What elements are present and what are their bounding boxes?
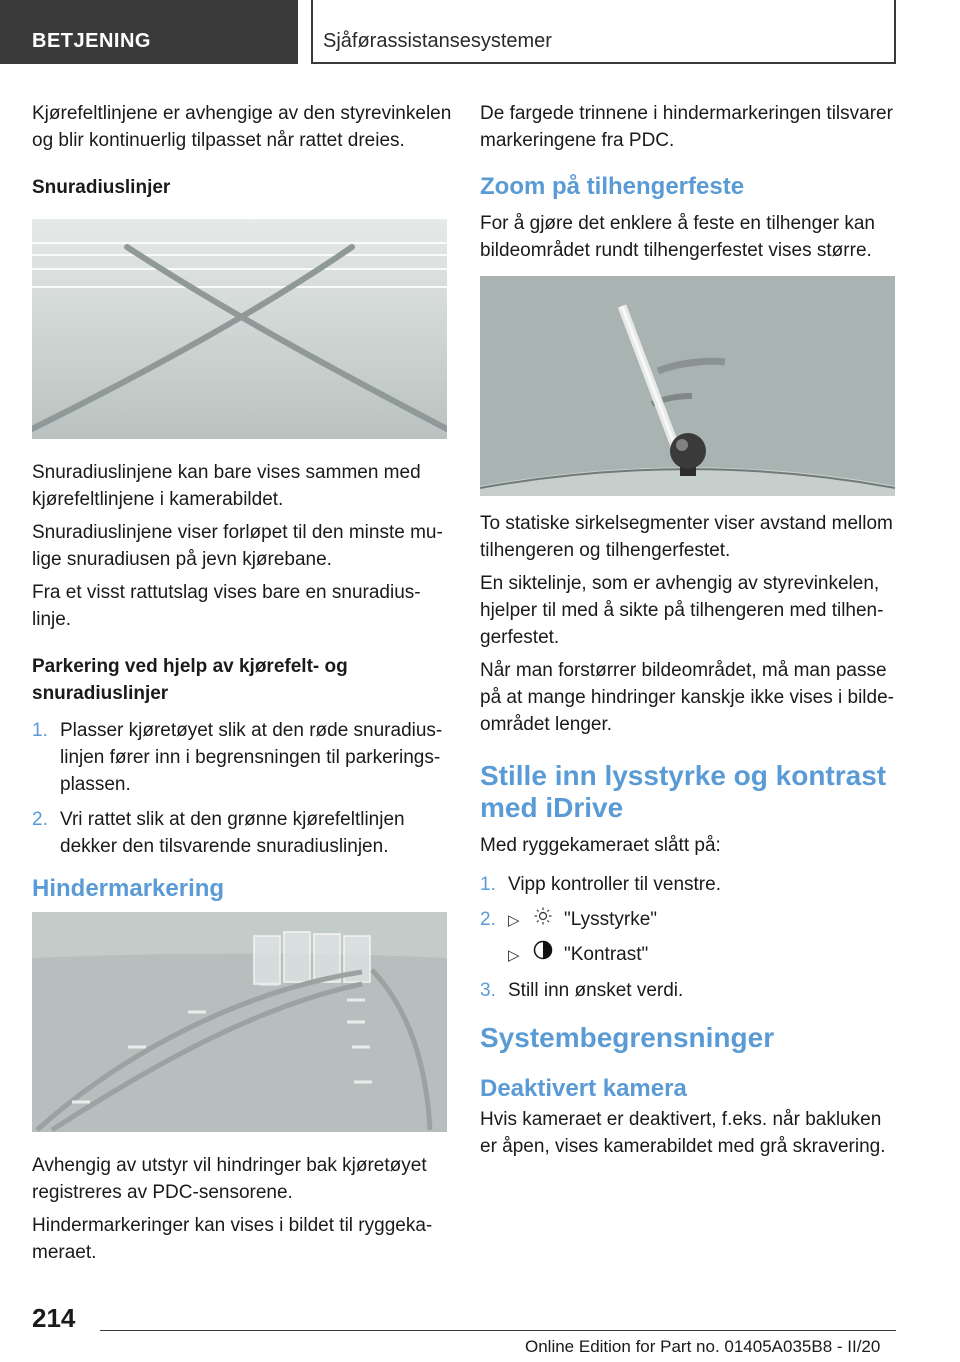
deactivated-camera-heading: Deaktivert kamera	[480, 1075, 687, 1102]
turning-paragraph-2: Snuradiuslinjene viser forløpet til den minste mulige snuradiusen på jevn kjørebane.	[32, 522, 443, 570]
turning-paragraph-1: Snuradiuslinjene kan bare vises sammen med kjørefeltlinjene i kamerabildet.	[32, 462, 421, 510]
turning-radius-heading: Snuradiuslinjer	[32, 177, 171, 198]
right-column	[480, 100, 900, 1166]
page-number: 214	[32, 1303, 76, 1333]
brightness-intro: Med ryggekameraet slått på:	[480, 835, 721, 856]
parking-steps-list	[32, 717, 452, 860]
trailer-hitch-zoom-figure	[480, 276, 895, 496]
brightness-option: ▷ "Lysstyrke"	[508, 906, 900, 934]
zoom-paragraph-4: Når man forstørrer bildeområdet, må man passe på at mange hindringer kanskje ikke vises i bildeområdet lenger.	[480, 660, 894, 735]
zoom-paragraph-2: To statiske sirkelsegmenter viser avstand mellom tilhengeren og tilhengerfestet.	[480, 513, 893, 561]
obstacle-paragraph-1: Avhengig av utstyr vil hindringer bak kjøretøyet registreres av PDC-sensorene.	[32, 1155, 427, 1203]
sun-icon	[532, 906, 554, 933]
brightness-contrast-heading: Stille inn lysstyrke og kontrast med iDrive	[480, 760, 887, 823]
turning-paragraph-3: Fra et visst rattutslag vises bare en snuradiuslinje.	[32, 582, 421, 630]
list-item: 2. Vri rattet slik at den grønne kjørefeltlinjen dekker den tilsvarende snuradiuslinjen.	[32, 809, 405, 857]
parking-heading: Parkering ved hjelp av kjørefelt- og snuradiuslinjer	[32, 656, 348, 704]
triangle-right-icon: ▷	[508, 947, 520, 964]
obstacle-paragraph-2: Hindermarkeringer kan vises i bildet til ryggekameraet.	[32, 1215, 433, 1263]
zoom-paragraph-3: En siktelinje, som er avhengig av styrevinkelen, hjelper til med å sikte på tilhengeren med tilhengerfestet.	[480, 573, 884, 648]
list-item: 2. ▷ "Lysstyrke" ▷ "Kontrast"	[480, 906, 900, 969]
obstacle-marking-heading: Hindermarkering	[32, 875, 225, 902]
obstacle-marking-figure	[32, 912, 447, 1132]
triangle-right-icon: ▷	[508, 912, 520, 929]
footer-edition: Online Edition for Part no. 01405A035B8 - II/20	[525, 1337, 881, 1356]
system-limits-heading: Systembegrensninger	[480, 1022, 775, 1053]
footer-divider	[100, 1330, 896, 1331]
list-item: 1. Plasser kjøretøyet slik at den røde snuradiuslinjen fører inn i begrensningen til parkeringsplassen.	[32, 720, 443, 795]
left-column	[32, 100, 452, 1272]
contrast-option: ▷ "Kontrast"	[508, 940, 900, 969]
half-circle-icon	[532, 940, 554, 968]
header-section-title: BETJENING	[32, 30, 151, 52]
list-item: 1. Vipp kontroller til venstre.	[480, 874, 721, 895]
list-item: 3. Still inn ønsket verdi.	[480, 980, 684, 1001]
zoom-paragraph-1: For å gjøre det enklere å feste en tilhenger kan bildeområdet rundt tilhengerfestet vises større.	[480, 213, 876, 261]
zoom-heading: Zoom på tilhengerfeste	[480, 173, 745, 200]
intro-paragraph: Kjørefeltlinjene er avhengige av den styrevinkelen og blir kontinuerlig tilpasset når rattet dreies.	[32, 103, 452, 151]
turning-radius-lines-figure	[32, 219, 447, 439]
obstacle-paragraph-3: De fargede trinnene i hindermarkeringen tilsvarer markeringene fra PDC.	[480, 103, 893, 151]
camera-paragraph: Hvis kameraet er deaktivert, f.eks. når bakluken er åpen, vises kamerabildet med grå skravering.	[480, 1109, 886, 1157]
brightness-steps-list	[480, 871, 900, 1004]
header-chapter-title: Sjåførassistansesystemer	[323, 30, 552, 52]
